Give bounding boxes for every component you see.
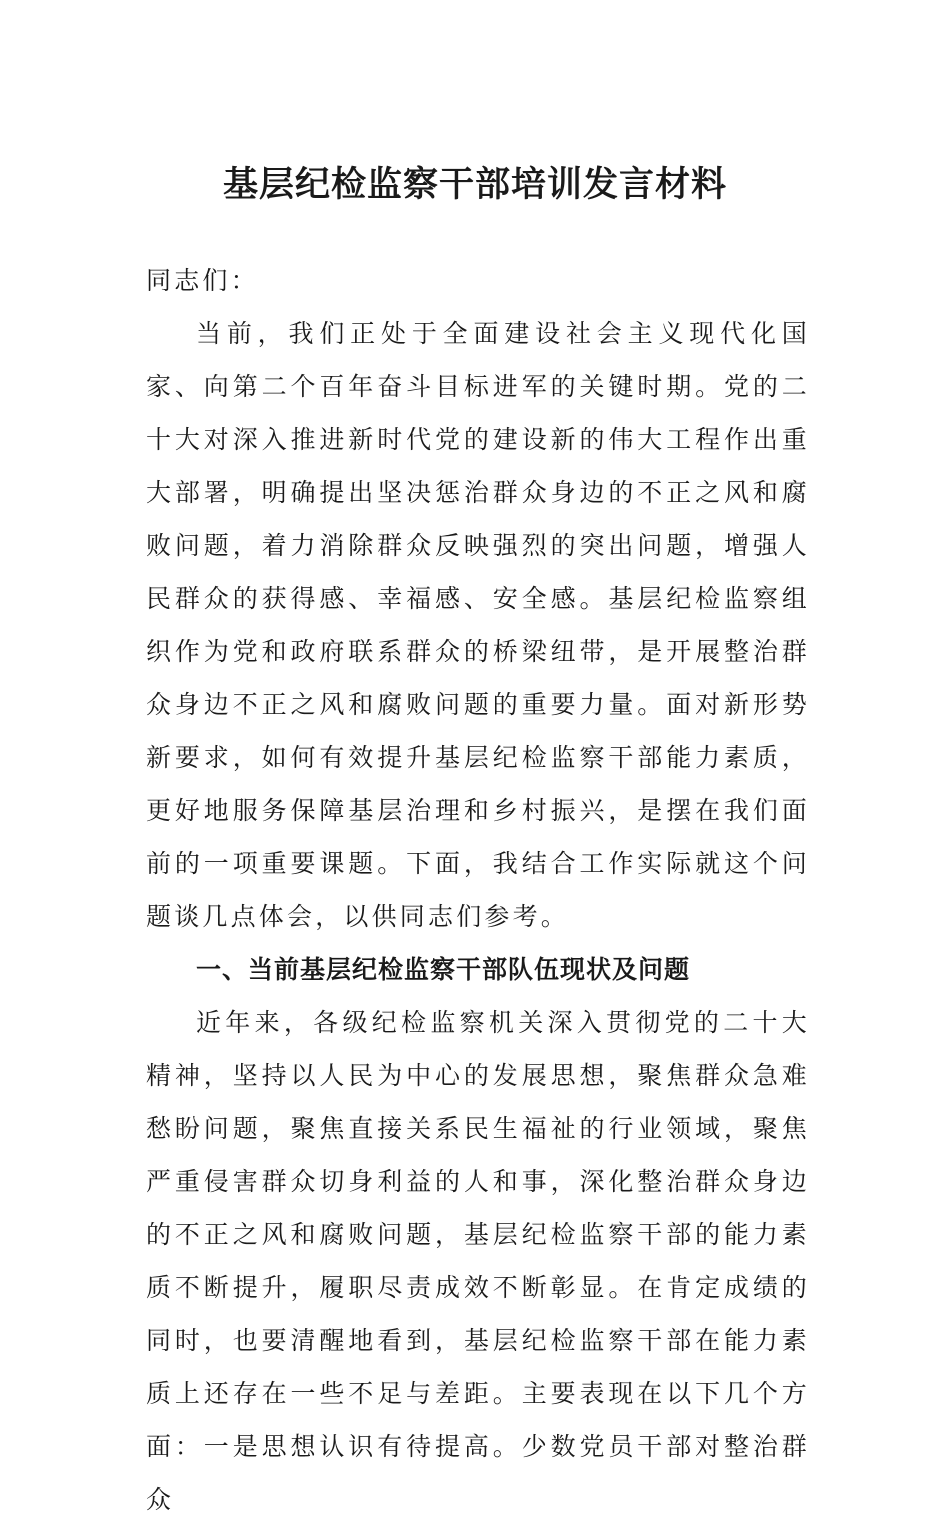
salutation: 同志们：	[146, 266, 259, 295]
document-title: 基层纪检监察干部培训发言材料	[222, 164, 727, 205]
section-heading-1: 一、当前基层纪检监察干部队伍现状及问题	[196, 955, 691, 984]
paragraph-current-status: 近年来，各级纪检监察机关深入贯彻党的二十大精神，坚持以人民为中心的发展思想，聚焦群众急难愁盼问题，聚焦直接关系民生福祉的行业领域，聚焦严重侵害群众切身利益的人和事，深化整治群众身边的不正之风和腐败问题，基层纪检监察干部的能力素质不断提升，履职尽责成效不断彰显。在肯定成绩的同时，也要清醒地看到，基层纪检监察干部在能力素质上还存在一些不足与差距。主要表现在以下几个方面：一是思想认识有待提高。少数党员干部对整治群众	[146, 1008, 810, 1514]
paragraph-intro: 当前，我们正处于全面建设社会主义现代化国家、向第二个百年奋斗目标进军的关键时期。党的二十大对深入推进新时代党的建设新的伟大工程作出重大部署，明确提出坚决惩治群众身边的不正之风和腐败问题，着力消除群众反映强烈的突出问题，增强人民群众的获得感、幸福感、安全感。基层纪检监察组织作为党和政府联系群众的桥梁纽带，是开展整治群众身边不正之风和腐败问题的重要力量。面对新形势新要求，如何有效提升基层纪检监察干部能力素质，更好地服务保障基层治理和乡村振兴，是摆在我们面前的一项重要课题。下面，我结合工作实际就这个问题谈几点体会，以供同志们参考。	[146, 319, 810, 931]
document-body	[146, 254, 810, 1526]
